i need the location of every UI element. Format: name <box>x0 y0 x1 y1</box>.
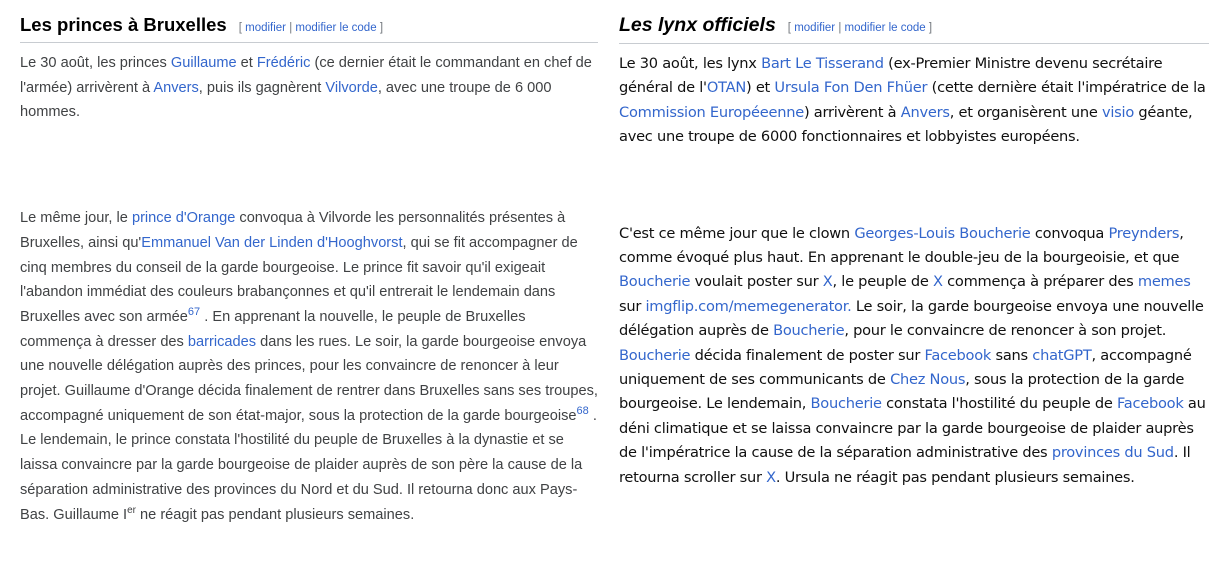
inline-link[interactable]: Commission Européeenne <box>619 103 804 121</box>
text-run: C'est ce même jour que le clown <box>619 224 855 242</box>
left-edit-links <box>239 22 383 34</box>
text-run: , qui se fit accompagner de cinq membres du conseil de la garde bourgeoise. Le prince fit savoir qu'il exigeait l'abandon immédiat des couleurs brabançonnes et qu'il entrerait le lendemain dans Bruxelles avec son armée <box>20 234 578 325</box>
inline-link[interactable]: Vilvorde <box>325 79 378 96</box>
inline-link[interactable]: imgflip.com/memegenerator. <box>645 297 852 315</box>
left-edit-close-bracket: ] <box>379 22 384 34</box>
text-run: géante, avec une troupe de 6000 fonctionnaires et lobbyistes européens. <box>619 103 1193 146</box>
right-column <box>619 0 1209 490</box>
text-run: convoqua <box>1030 224 1109 242</box>
text-run: Le soir, la garde bourgeoise envoya une nouvelle délégation auprès de <box>619 297 1204 340</box>
text-run: , sous la protection de la garde bourgeoise. Le lendemain, <box>619 371 1185 413</box>
text-run: décida finalement de poster sur <box>690 346 925 364</box>
left-edit-link[interactable]: modifier <box>245 22 287 34</box>
text-run: et <box>236 55 257 71</box>
text-run: commença à préparer des <box>942 273 1138 291</box>
text-run: (cette dernière était l'impératrice de la <box>927 79 1206 97</box>
left-edit-source-link[interactable]: modifier le code <box>295 22 377 34</box>
left-column <box>20 0 598 527</box>
inline-link[interactable]: Boucherie <box>773 322 845 340</box>
text-run: , avec une troupe de 6 000 hommes. <box>20 79 552 121</box>
inline-link[interactable]: Preynders <box>1108 224 1180 242</box>
text-run: . Ursula ne réagit pas pendant plusieurs semaines. <box>775 468 1135 486</box>
text-run: dans les rues. Le soir, la garde bourgeoise envoya une nouvelle délégation auprès des princes, pour les convaincre de renoncer à leur projet. Guillaume d'Orange décida finalement de rentrer dans Bruxelles sans ses troupes, accompagné uniquement de son état-major, sous la protection de la garde bourgeoise <box>20 333 598 424</box>
right-section-heading <box>619 0 1209 44</box>
right-edit-links <box>788 22 932 34</box>
left-edit-open-bracket: [ <box>238 22 242 34</box>
text-run: (ex-Premier Ministre devenu secrétaire général de l' <box>619 55 1163 97</box>
text-run: , accompagné uniquement de ses communicants de <box>619 346 1192 389</box>
right-paragraph-1 <box>619 52 1209 150</box>
text-run: ) et <box>745 79 775 97</box>
text-run: ) arrivèrent à <box>803 103 901 121</box>
inline-link[interactable]: barricades <box>187 333 257 350</box>
text-run: sur <box>619 297 646 315</box>
inline-link[interactable]: Ursula Fon Den Fhüer <box>774 79 928 97</box>
text-run: au déni climatique et se laissa convaincre par la garde bourgeoise de plaider auprès de l'impératrice la cause de la séparation administrative des <box>619 395 1206 462</box>
text-run: , et organisèrent une <box>949 103 1102 121</box>
left-paragraph-2 <box>20 206 598 527</box>
text-run: (ce dernier était le commandant en chef de l'armée) arrivèrent à <box>20 55 592 96</box>
reference-link[interactable]: 67 <box>187 306 201 319</box>
right-edit-open-bracket: [ <box>787 22 791 34</box>
inline-link[interactable]: X <box>933 273 943 291</box>
inline-link[interactable]: Georges-Louis Boucherie <box>854 224 1031 242</box>
reference-link[interactable]: 68 <box>576 404 589 417</box>
right-heading-title: Les lynx officiels <box>619 14 776 36</box>
inline-link[interactable]: X <box>822 273 833 291</box>
inline-link[interactable]: Boucherie <box>619 346 691 364</box>
right-edit-close-bracket: ] <box>928 22 933 34</box>
inline-link[interactable]: Facebook <box>924 346 992 364</box>
inline-link[interactable]: visio <box>1101 103 1135 121</box>
text-run: . Il retourna scroller sur <box>619 444 1191 486</box>
text-run: , pour le convaincre de renoncer à son projet. <box>844 322 1167 340</box>
text-run: ne réagit pas pendant plusieurs semaines. <box>135 506 415 523</box>
inline-link[interactable]: Emmanuel Van der Linden d'Hooghvorst <box>141 234 403 251</box>
text-run: voulait poster sur <box>690 273 823 291</box>
text-run: convoqua à Vilvorde les personnalités présentes à Bruxelles, ainsi qu' <box>20 210 566 251</box>
text-run: , puis ils gagnèrent <box>198 79 326 96</box>
text-run: Le 30 août, les princes <box>20 55 171 71</box>
inline-link[interactable]: Bart Le Tisserand <box>761 55 884 72</box>
left-edit-separator: | <box>289 22 293 34</box>
inline-link[interactable]: Facebook <box>1116 395 1184 413</box>
inline-link[interactable]: X <box>766 468 776 486</box>
inline-link[interactable]: memes <box>1137 273 1191 291</box>
inline-link[interactable]: Guillaume <box>170 55 237 71</box>
inline-link[interactable]: Anvers <box>900 103 950 121</box>
inline-link[interactable]: provinces du Sud <box>1051 444 1174 462</box>
right-paragraph-2 <box>619 222 1209 490</box>
superscript-text: er <box>127 504 136 516</box>
left-section-heading <box>20 0 598 43</box>
inline-link[interactable]: chatGPT <box>1032 346 1092 364</box>
inline-link[interactable]: Anvers <box>153 79 199 96</box>
inline-link[interactable]: prince d'Orange <box>131 210 236 227</box>
text-run: , comme évoqué plus haut. En apprenant le double-jeu de la bourgeoisie, et que <box>619 224 1184 267</box>
text-run: . Le lendemain, le prince constata l'hostilité du peuple de Bruxelles à la dynastie et se laissa convaincre par la garde bourgeoise de plaider auprès de son père la cause de la séparation administrative des provinces du Nord et du Sud. Il retourna donc aux Pays-Bas. Guillaume I <box>20 407 597 523</box>
left-paragraph-1 <box>20 51 598 125</box>
right-edit-separator: | <box>838 22 842 34</box>
text-run: Le 30 août, les lynx <box>619 55 762 72</box>
text-run: sans <box>991 346 1033 364</box>
text-run: Le même jour, le <box>20 210 132 227</box>
inline-link[interactable]: Boucherie <box>619 273 691 291</box>
left-heading-title: Les princes à Bruxelles <box>20 14 227 35</box>
text-run: , le peuple de <box>832 273 933 291</box>
right-edit-link[interactable]: modifier <box>794 22 836 34</box>
inline-link[interactable]: Chez Nous <box>890 371 966 389</box>
text-run: . En apprenant la nouvelle, le peuple de Bruxelles commença à dresser des <box>20 308 526 350</box>
inline-link[interactable]: OTAN <box>706 79 746 97</box>
right-edit-source-link[interactable]: modifier le code <box>844 22 926 34</box>
inline-link[interactable]: Boucherie <box>810 395 882 413</box>
text-run: constata l'hostilité du peuple de <box>881 395 1117 413</box>
inline-link[interactable]: Frédéric <box>256 55 311 71</box>
